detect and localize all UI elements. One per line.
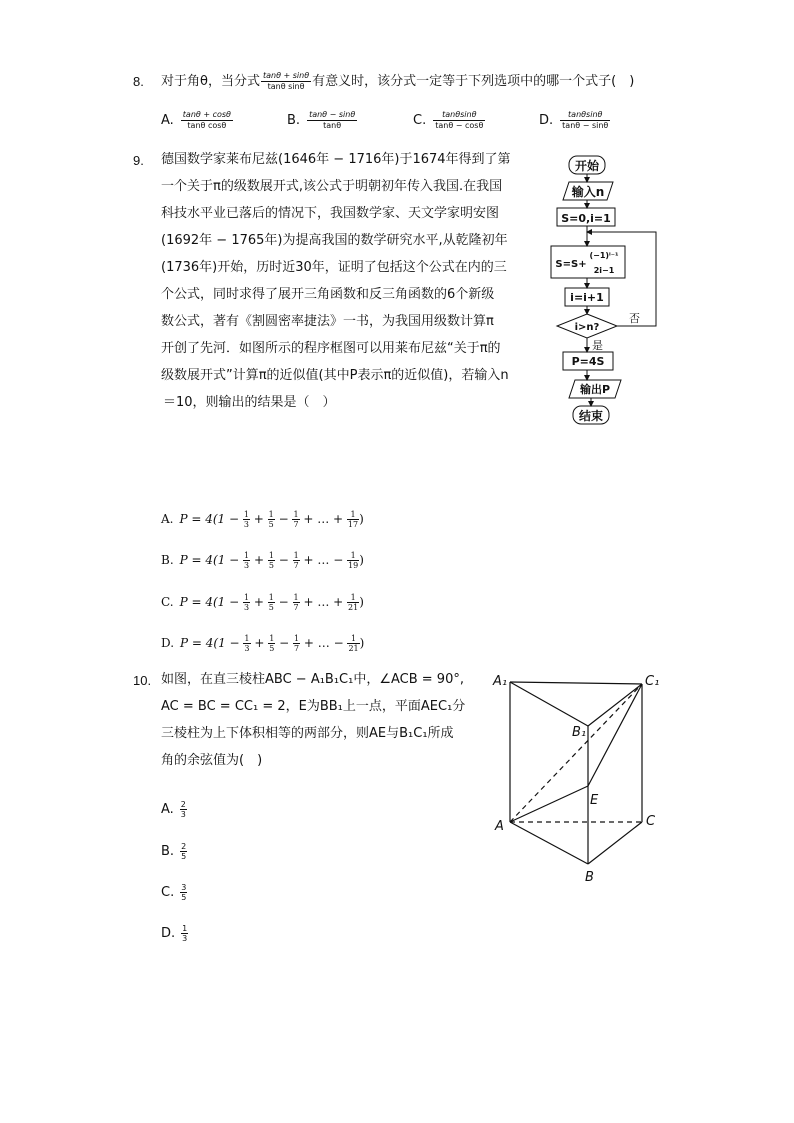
q10-line-4: 角的余弦值为( ) [161,753,263,768]
flow-incr-label: i=i+1 [570,291,604,304]
q9-option-b[interactable]: B. P = 4(1 − $\frac{1}{3}$ + $\frac{1}{5}$ − $\frac{1}{7}$ + … − $\frac{1}{19}$ ) [161,551,364,570]
q9-option-c[interactable]: C. P = 4(1 − $\frac{1}{3}$ + $\frac{1}{5}$ − $\frac{1}{7}$ + … + $\frac{1}{21}$ ) [161,593,364,612]
q10-option-d[interactable]: D. $\frac{1}{3}$ [161,924,188,943]
q9-option-a[interactable]: A. P = 4(1 − $\frac{1}{3}$ + $\frac{1}{5}$ − $\frac{1}{7}$ + … + $\frac{1}{17}$ ) [161,510,364,529]
flow-end-label: 结束 [578,409,604,423]
q10-stem [161,666,491,774]
q9-line-7: 数公式，著有《割圆密率捷法》一书，为我国用级数计算π [161,314,494,329]
q9-line-9: 级数展开式”计算π的近似值(其中P表示π的近似值)，若输入n [161,368,509,383]
q9-option-d[interactable]: D. P = 4(1 − $\frac{1}{3}$ + $\frac{1}{5}$ − $\frac{1}{7}$ + … − $\frac{1}{21}$ ) [161,634,365,653]
q9-line-8: 开创了先河．如图所示的程序框图可以用莱布尼兹“关于π的 [161,341,501,356]
q8-option-d[interactable]: D. $\frac{\tan\theta\sin\theta}{\tan\theta - \sin\theta}$ [539,110,609,130]
label-e: E [590,793,599,808]
flow-init-label: S=0,i=1 [561,212,611,225]
q8-option-c[interactable]: C. $\frac{\tan\theta\sin\theta}{\tan\theta - \cos\theta}$ [413,110,484,130]
q10-line-2: AC = BC = CC₁ = 2，E为BB₁上一点，平面AEC₁分 [161,699,466,714]
q8-stem-fraction [261,71,311,92]
q8-stem-after: 有意义时，该分式一定等于下列选项中的哪一个式子( ) [312,74,635,89]
q9-flowchart [545,152,665,432]
q10-prism-figure [488,668,668,883]
flow-assign-label: P=4S [571,355,605,368]
q10-option-a[interactable]: A. $\frac{2}{3}$ [161,800,186,819]
q9-line-5: (1736年)开始，历时近30年，证明了包括这个公式在内的三 [161,260,507,275]
q10-option-c[interactable]: C. $\frac{3}{5}$ [161,883,187,902]
q9-number: 9. [133,153,144,168]
q9-line-6: 个公式，同时求得了展开三角函数和反三角函数的6个新级 [161,287,495,302]
q8-stem [161,68,634,95]
flow-update-num: (−1)ⁱ⁻¹ [589,251,619,260]
q9-line-4: (1692年 − 1765年)为提高我国的数学研究水平,从乾隆初年 [161,233,508,248]
label-b1: B₁ [572,725,587,740]
flow-no-label: 否 [629,312,640,325]
q9-line-1: 德国数学家莱布尼兹(1646年 − 1716年)于1674年得到了第 [161,152,511,167]
flow-start-label: 开始 [574,159,600,173]
q8-frac-num: tanθ + sinθ [262,71,310,80]
flow-cond-label: i>n? [574,322,600,333]
q8-number: 8. [133,74,144,89]
q10-line-3: 三棱柱为上下体积相等的两部分，则AE与B₁C₁所成 [161,726,454,741]
q10-option-b[interactable]: B. $\frac{2}{5}$ [161,842,187,861]
label-c: C [646,814,656,829]
flow-update-den: 2i−1 [593,266,615,275]
flow-input-label: 输入n [571,185,605,199]
label-b: B [585,870,594,883]
label-a1: A₁ [493,674,508,689]
label-a: A [495,819,504,834]
q8-frac-den: tanθ sinθ [267,82,305,91]
q8-stem-before: 对于角θ，当分式 [161,74,260,89]
label-c1: C₁ [645,674,660,689]
q10-number: 10. [133,673,152,688]
q8-option-b[interactable]: B. $\frac{\tan\theta - \sin\theta}{\tan\theta}$ [287,110,356,130]
flow-yes-label: 是 [592,339,603,352]
flow-update-prefix: S=S+ [555,259,587,270]
q9-line-2: 一个关于π的级数展开式,该公式于明朝初年传入我国.在我国 [161,179,503,194]
q9-stem [161,146,541,416]
q9-line-10: ＝10，则输出的结果是（ ） [163,395,336,410]
flow-output-label: 输出P [579,383,611,396]
q10-line-1: 如图，在直三棱柱ABC − A₁B₁C₁中，∠ACB = 90°, [161,672,464,687]
q9-line-3: 科技水平业已落后的情况下，我国数学家、天文学家明安图 [161,206,500,221]
q8-option-a[interactable]: A. $\frac{\tan\theta + \cos\theta}{\text{tanθ cosθ}}$ [161,110,231,130]
